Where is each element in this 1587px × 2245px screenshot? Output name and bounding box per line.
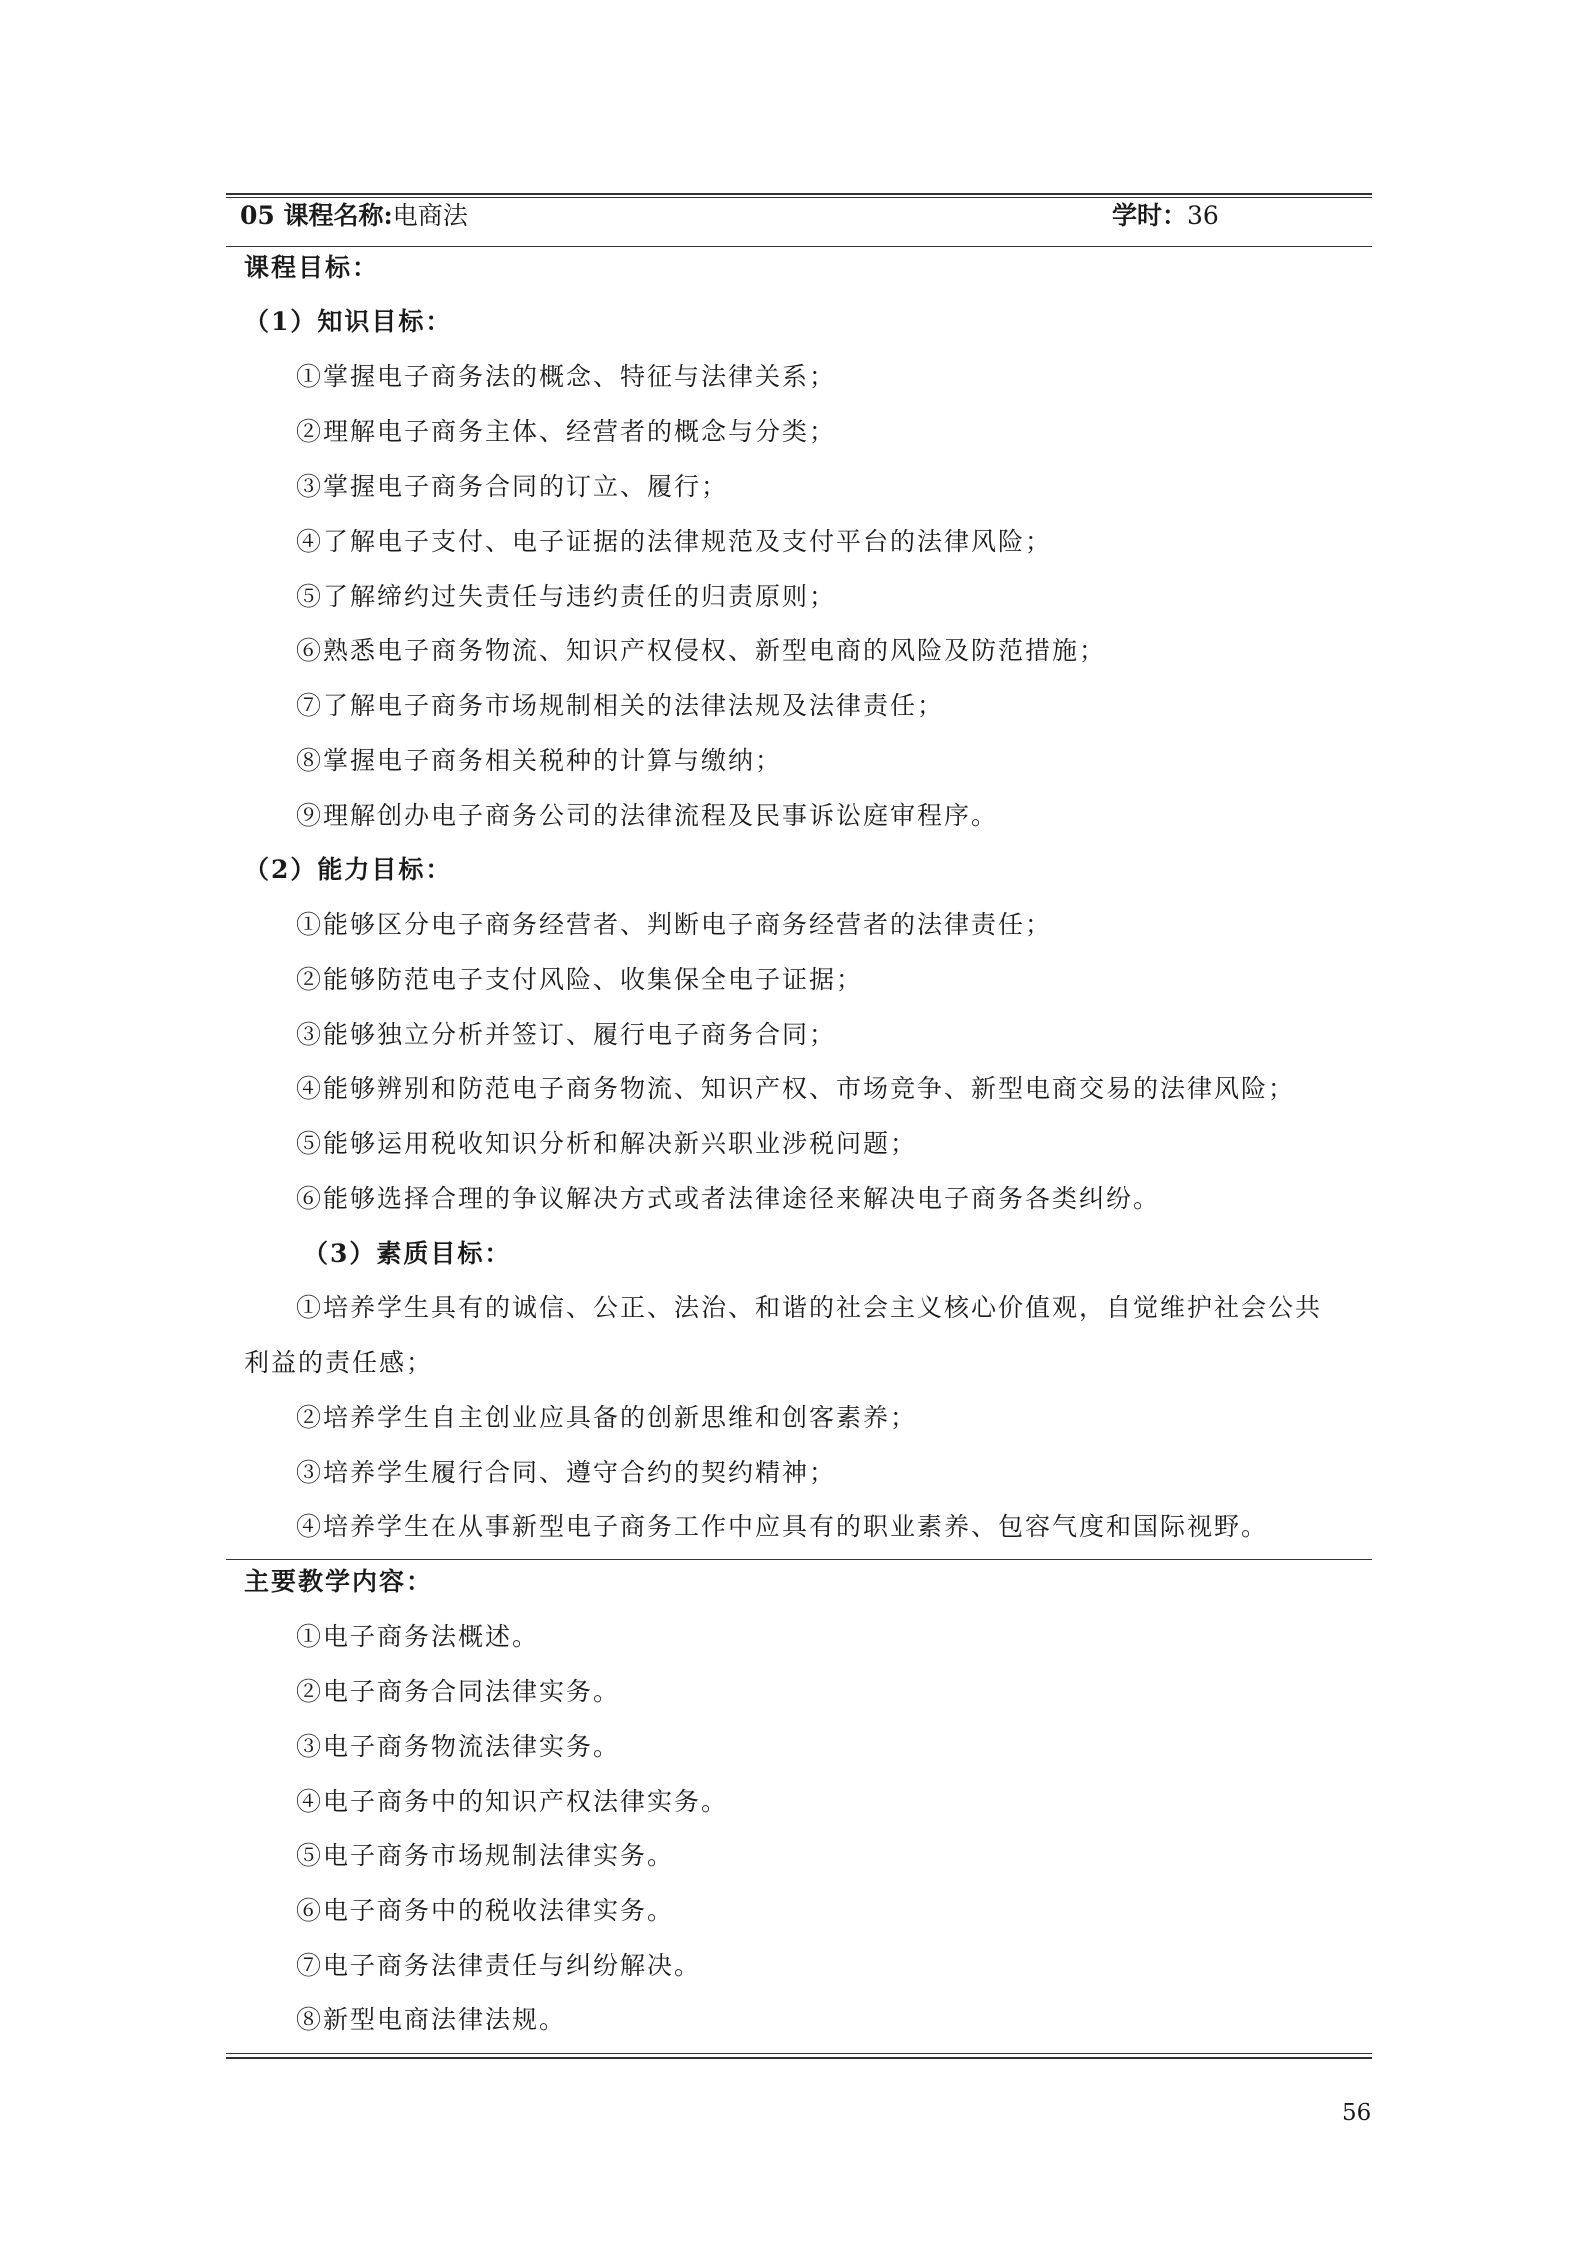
bottom-rule-inner [226,2053,1372,2054]
hours-field [1112,193,1219,239]
quality-item: ④培养学生在从事新型电子商务工作中应具有的职业素养、包容气度和国际视野。 [296,1512,1269,1541]
ability-item: ④能够辨别和防范电子商务物流、知识产权、市场竞争、新型电商交易的法律风险； [296,1074,1296,1103]
ability-item: ③能够独立分析并签订、履行电子商务合同； [296,1020,837,1049]
content-item: ②电子商务合同法律实务。 [296,1677,621,1706]
ability-item: ①能够区分电子商务经营者、判断电子商务经营者的法律责任； [296,910,1053,939]
bottom-rule [226,2057,1372,2059]
content-item: ④电子商务中的知识产权法律实务。 [296,1787,729,1816]
ability-item: ⑥能够选择合理的争议解决方式或者法律途径来解决电子商务各类纠纷。 [296,1184,1161,1213]
course-name: 电商法 [392,201,468,230]
ability-item: ②能够防范电子支付风险、收集保全电子证据； [296,965,864,994]
course-label: 05 课程名称: [240,201,393,230]
hours-value: 36 [1187,201,1219,230]
objectives-title: 课程目标： [244,253,380,282]
course-header [240,193,1360,239]
page-number: 56 [1342,2100,1372,2126]
quality-item: ③培养学生履行合同、遵守合约的契约精神； [296,1458,837,1487]
quality-item: ②培养学生自主创业应具备的创新思维和创客素养； [296,1403,918,1432]
content-item: ⑤电子商务市场规制法律实务。 [296,1841,675,1870]
knowledge-item: ③掌握电子商务合同的订立、履行； [296,472,729,501]
content-item: ⑧新型电商法律法规。 [296,2005,567,2034]
content-item: ⑦电子商务法律责任与纠纷解决。 [296,1951,702,1980]
knowledge-item: ⑦了解电子商务市场规制相关的法律法规及法律责任； [296,691,945,720]
knowledge-heading: （1）知识目标： [244,307,453,336]
knowledge-item: ②理解电子商务主体、经营者的概念与分类； [296,417,837,446]
hours-label: 学时： [1112,201,1188,230]
quality-item-continuation: 利益的责任感； [244,1348,434,1377]
knowledge-item: ①掌握电子商务法的概念、特征与法律关系； [296,362,837,391]
quality-item: ①培养学生具有的诚信、公正、法治、和谐的社会主义核心价值观，自觉维护社会公共 [296,1293,1323,1322]
quality-heading: （3）素质目标： [303,1239,512,1268]
content-item: ①电子商务法概述。 [296,1622,540,1651]
ability-item: ⑤能够运用税收知识分析和解决新兴职业涉税问题； [296,1129,918,1158]
ability-heading: （2）能力目标： [244,855,453,884]
knowledge-item: ⑧掌握电子商务相关税种的计算与缴纳； [296,746,783,775]
knowledge-item: ⑤了解缔约过失责任与违约责任的归责原则； [296,582,837,611]
knowledge-item: ⑥熟悉电子商务物流、知识产权侵权、新型电商的风险及防范措施； [296,636,1107,665]
header-divider [226,246,1372,247]
content-title: 主要教学内容： [244,1567,434,1596]
content-item: ③电子商务物流法律实务。 [296,1732,621,1761]
section-divider [226,1559,1372,1560]
content-item: ⑥电子商务中的税收法律实务。 [296,1896,675,1925]
knowledge-item: ④了解电子支付、电子证据的法律规范及支付平台的法律风险； [296,527,1053,556]
course-name-field [240,193,468,239]
knowledge-item: ⑨理解创办电子商务公司的法律流程及民事诉讼庭审程序。 [296,801,999,830]
